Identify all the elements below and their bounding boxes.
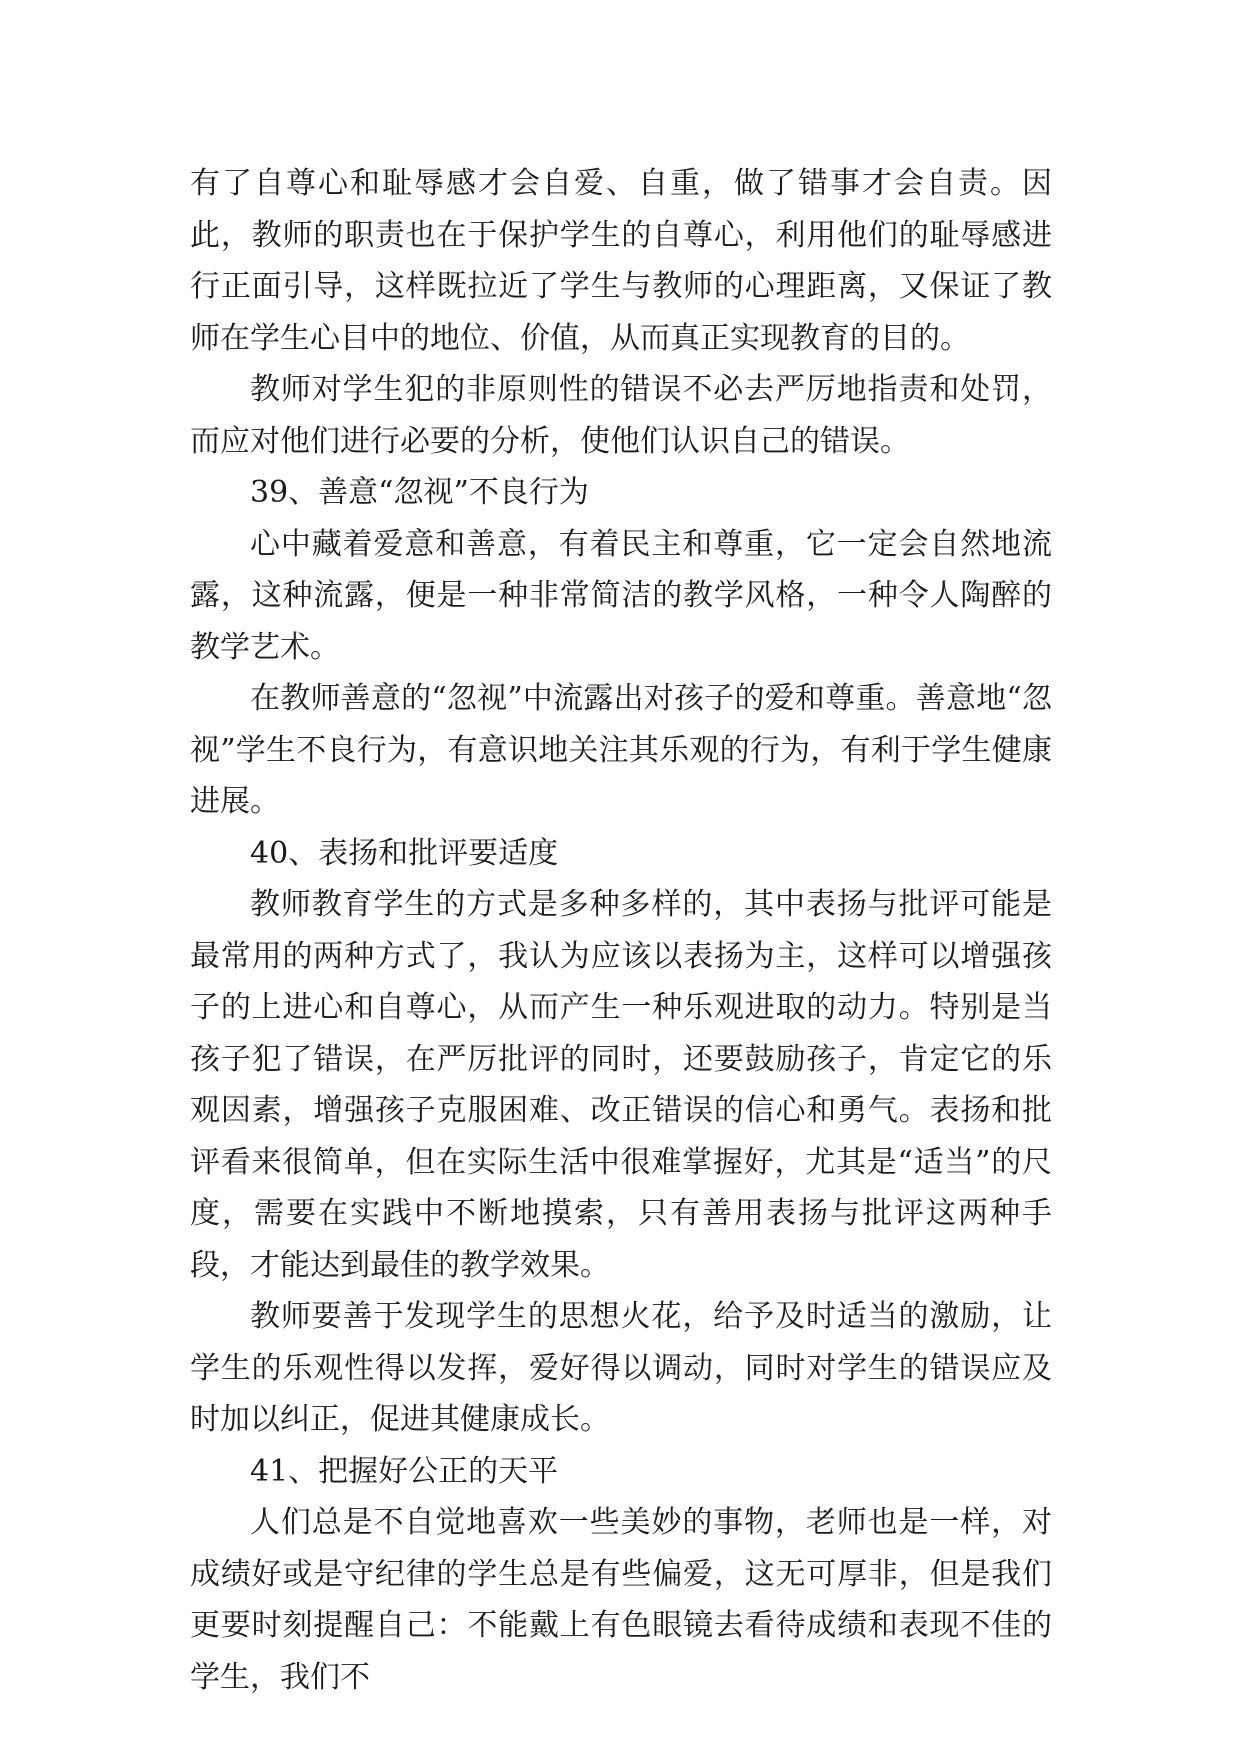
paragraph-self-respect: 有了自尊心和耻辱感才会自爱、自重，做了错事才会自责。因此，教师的职责也在于保护学生的自尊心，利用他们的耻辱感进行正面引导，这样既拉近了学生与教师的心理距离，又保证了教师在学生心目中的地位、价值，从而真正实现教育的目的。 xyxy=(190,166,1052,356)
section-heading-40: 40、表扬和批评要适度 xyxy=(250,835,559,871)
paragraph-ignore-bad-behavior: 在教师善意的“忽视”中流露出对孩子的爱和尊重。善意地“忽视”学生不良行为，有意识地关注其乐观的行为，有利于学生健康进展。 xyxy=(190,681,1052,819)
paragraph-fairness: 人们总是不自觉地喜欢一些美妙的事物，老师也是一样，对成绩好或是守纪律的学生总是有些偏爱，这无可厚非，但是我们更要时刻提醒自己：不能戴上有色眼镜去看待成绩和表现不佳的学生，我们不 xyxy=(190,1505,1052,1695)
paragraph-encouragement: 教师要善于发现学生的思想火花，给予及时适当的激励，让学生的乐观性得以发挥，爱好得以调动，同时对学生的错误应及时加以纠正，促进其健康成长。 xyxy=(190,1299,1052,1437)
section-heading-39: 39、善意“忽视”不良行为 xyxy=(250,475,589,510)
paragraph-praise-and-criticism: 教师教育学生的方式是多种多样的，其中表扬与批评可能是最常用的两种方式了，我认为应该以表扬为主，这样可以增强孩子的上进心和自尊心，从而产生一种乐观进取的动力。特别是当孩子犯了错误，在严厉批评的同时，还要鼓励孩子，肯定它的乐观因素，增强孩子克服困难、改正错误的信心和勇气。表扬和批评看来很简单，但在实际生活中很难掌握好，尤其是“适当”的尺度，需要在实践中不断地摸索，只有善用表扬与批评这两种手段，才能达到最佳的教学效果。 xyxy=(190,887,1052,1283)
section-heading-41: 41、把握好公正的天平 xyxy=(250,1453,559,1489)
paragraph-non-principled-errors: 教师对学生犯的非原则性的错误不必去严厉地指责和处罚，而应对他们进行必要的分析，使他们认识自己的错误。 xyxy=(190,372,1052,459)
paragraph-kindness-respect: 心中藏着爱意和善意，有着民主和尊重，它一定会自然地流露，这种流露，便是一种非常简洁的教学风格，一种令人陶醉的教学艺术。 xyxy=(190,526,1052,665)
document-page xyxy=(190,158,1052,1703)
